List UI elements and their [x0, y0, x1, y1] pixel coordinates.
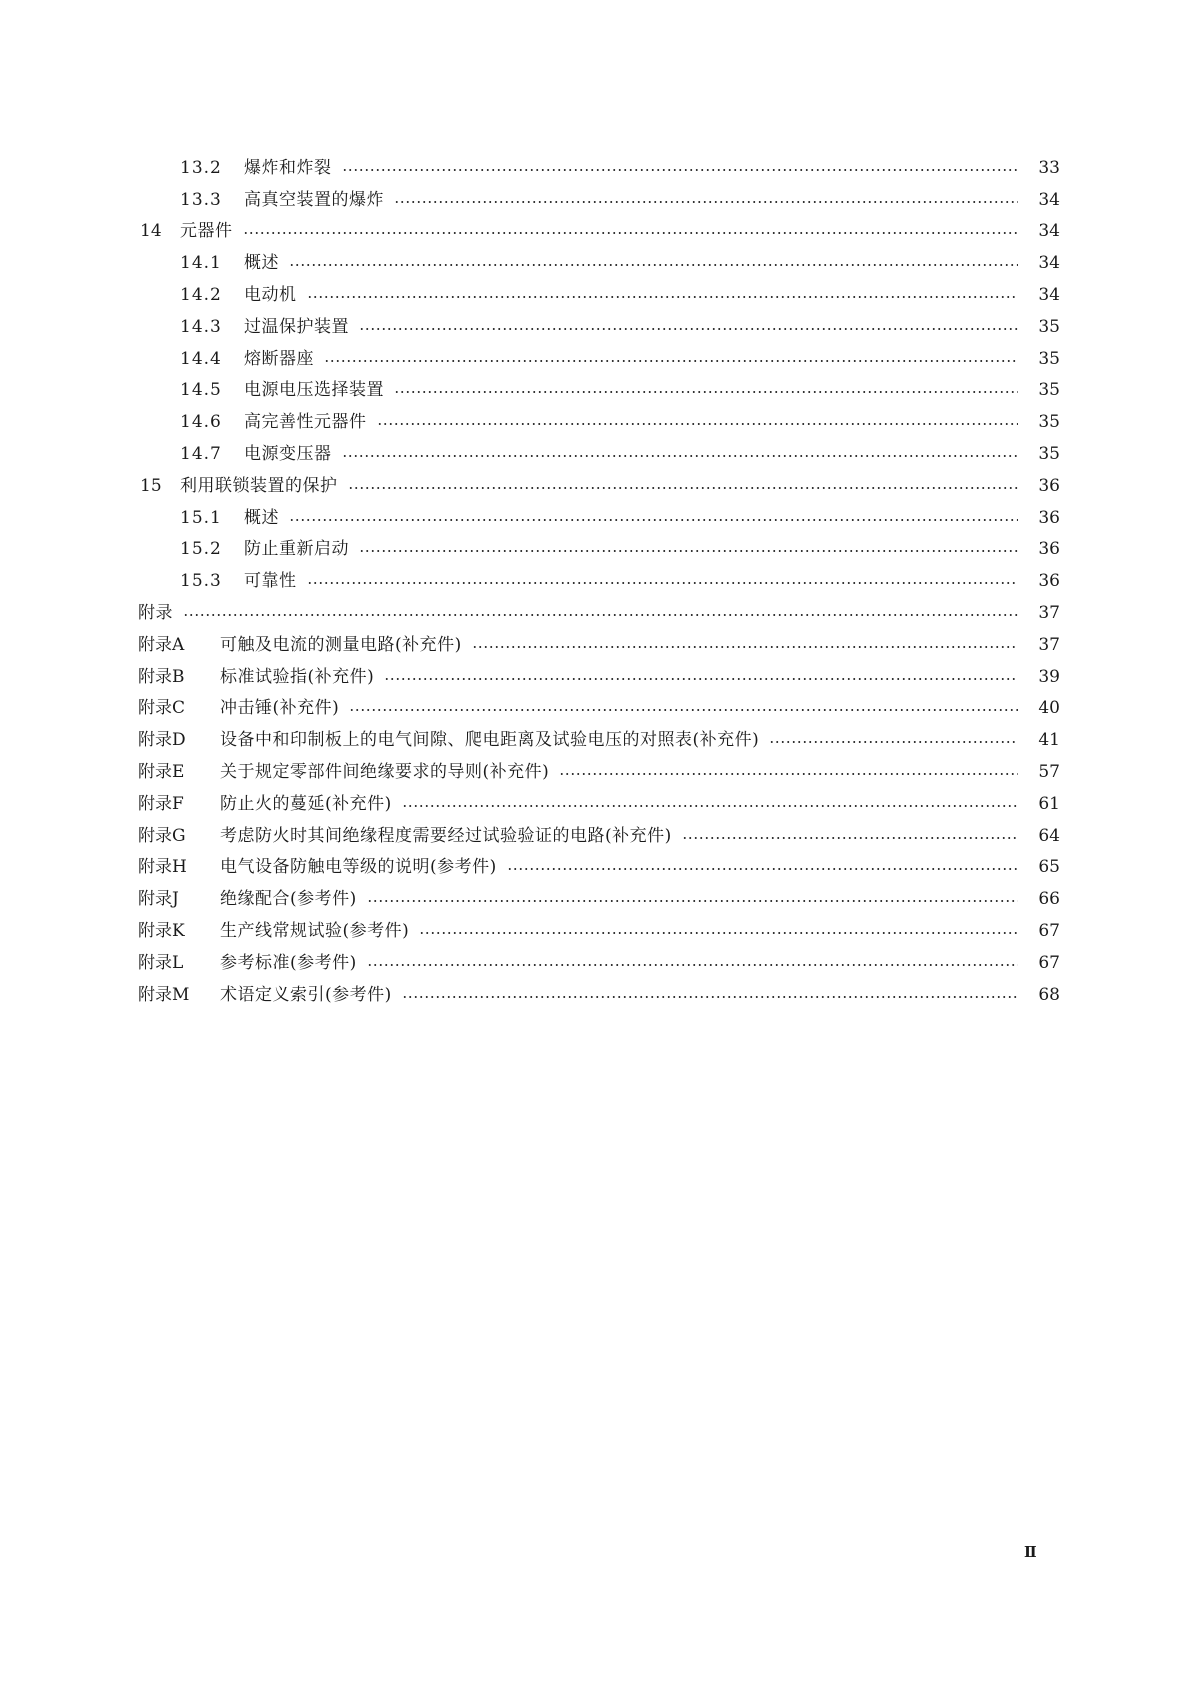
- toc-entry-page: 40: [1038, 698, 1060, 719]
- dot-leader: [359, 549, 1018, 553]
- toc-entry-page: 36: [1038, 475, 1060, 496]
- toc-entry-title: 生产线常规试验(参考件): [220, 921, 410, 942]
- toc-entry-number: 14.6: [180, 412, 222, 433]
- toc-entry[interactable]: [0, 629, 1191, 661]
- toc-entry-title: 电动机: [244, 285, 297, 306]
- toc-entry-page: 61: [1038, 793, 1060, 814]
- toc-entry-title: 考虑防火时其间绝缘程度需要经过试验验证的电路(补充件): [220, 825, 672, 846]
- dot-leader: [394, 200, 1018, 204]
- dot-leader: [682, 836, 1018, 840]
- page-number: Ⅱ: [1024, 1543, 1037, 1561]
- toc-entry[interactable]: [0, 406, 1191, 438]
- toc-entry-title: 爆炸和炸裂: [244, 157, 332, 178]
- toc-entry[interactable]: [0, 597, 1191, 629]
- toc-entry-number: 15.2: [180, 539, 222, 560]
- toc-entry[interactable]: [0, 438, 1191, 470]
- toc-entry-title: 术语定义索引(参考件): [220, 984, 392, 1005]
- toc-entry-title: 利用联锁装置的保护: [180, 475, 338, 496]
- toc-entry-number: 15.1: [180, 507, 222, 528]
- dot-leader: [359, 327, 1018, 331]
- toc-entry-page: 37: [1038, 603, 1060, 624]
- toc-entry-page: 33: [1038, 157, 1060, 178]
- toc-entry[interactable]: [0, 343, 1191, 375]
- toc-entry-page: 35: [1038, 380, 1060, 401]
- toc-entry-number: 附录C: [138, 698, 186, 719]
- toc-entry[interactable]: [0, 184, 1191, 216]
- toc-entry-number: 附录K: [138, 921, 185, 942]
- toc-entry-number: 14.3: [180, 316, 222, 337]
- toc-entry-page: 57: [1038, 762, 1060, 783]
- toc-entry-title: 附录: [138, 603, 173, 624]
- toc-entry-page: 66: [1038, 889, 1060, 910]
- toc-entry-title: 高完善性元器件: [244, 412, 367, 433]
- toc-entry-page: 67: [1038, 921, 1060, 942]
- toc-entry-page: 35: [1038, 348, 1060, 369]
- dot-leader: [402, 995, 1018, 999]
- dot-leader: [384, 677, 1018, 681]
- toc-entry-page: 34: [1038, 189, 1060, 210]
- toc-entry-title: 元器件: [180, 221, 233, 242]
- toc-entry-number: 附录E: [138, 762, 185, 783]
- toc-entry[interactable]: [0, 565, 1191, 597]
- toc-entry-title: 标准试验指(补充件): [220, 666, 375, 687]
- dot-leader: [377, 422, 1019, 426]
- toc-entry-page: 68: [1038, 984, 1060, 1005]
- toc-entry-page: 35: [1038, 412, 1060, 433]
- toc-entry-title: 电源变压器: [244, 444, 332, 465]
- dot-leader: [402, 804, 1018, 808]
- toc-entry-title: 防止火的蔓延(补充件): [220, 793, 392, 814]
- toc-entry[interactable]: [0, 756, 1191, 788]
- toc-entry[interactable]: [0, 502, 1191, 534]
- dot-leader: [289, 518, 1018, 522]
- toc-entry-page: 34: [1038, 253, 1060, 274]
- toc-entry-title: 可触及电流的测量电路(补充件): [220, 634, 462, 655]
- toc-entry-number: 附录D: [138, 730, 186, 751]
- dot-leader: [289, 263, 1018, 267]
- toc-entry-number: 14.4: [180, 348, 222, 369]
- toc-entry-page: 35: [1038, 316, 1060, 337]
- dot-leader: [507, 867, 1018, 871]
- toc-entry-number: 附录A: [138, 634, 185, 655]
- dot-leader: [307, 581, 1019, 585]
- toc-entry-number: 14.1: [180, 253, 222, 274]
- toc-entry[interactable]: [0, 979, 1191, 1011]
- toc-entry[interactable]: [0, 279, 1191, 311]
- toc-entry[interactable]: [0, 247, 1191, 279]
- toc-entry-number: 14: [140, 221, 162, 242]
- toc-entry[interactable]: [0, 693, 1191, 725]
- dot-leader: [559, 772, 1018, 776]
- toc-entry-title: 设备中和印制板上的电气间隙、爬电距离及试验电压的对照表(补充件): [220, 730, 760, 751]
- toc-entry-number: 15: [140, 475, 162, 496]
- toc-entry[interactable]: [0, 788, 1191, 820]
- toc-entry-title: 参考标准(参考件): [220, 952, 357, 973]
- dot-leader: [348, 486, 1019, 490]
- toc-entry[interactable]: [0, 152, 1191, 184]
- toc-entry-number: 附录M: [138, 984, 190, 1005]
- toc-entry-number: 13.2: [180, 157, 222, 178]
- toc-entry[interactable]: [0, 216, 1191, 248]
- toc-entry-page: 34: [1038, 221, 1060, 242]
- toc-entry-title: 关于规定零部件间绝缘要求的导则(补充件): [220, 762, 550, 783]
- dot-leader: [394, 390, 1018, 394]
- toc-entry-page: 64: [1038, 825, 1060, 846]
- toc-entry[interactable]: [0, 724, 1191, 756]
- toc-entry-number: 附录F: [138, 793, 184, 814]
- toc-entry-page: 39: [1038, 666, 1060, 687]
- toc-entry-number: 15.3: [180, 571, 222, 592]
- toc-entry-title: 可靠性: [244, 571, 297, 592]
- toc-entry-page: 37: [1038, 634, 1060, 655]
- toc-entry-page: 67: [1038, 952, 1060, 973]
- toc-entry-title: 过温保护装置: [244, 316, 349, 337]
- toc-entry[interactable]: [0, 883, 1191, 915]
- toc-entry-number: 14.2: [180, 285, 222, 306]
- dot-leader: [342, 454, 1019, 458]
- dot-leader: [183, 613, 1018, 617]
- toc-entry-page: 35: [1038, 444, 1060, 465]
- toc-entry-number: 附录H: [138, 857, 187, 878]
- dot-leader: [472, 645, 1018, 649]
- toc-entry-title: 熔断器座: [244, 348, 314, 369]
- toc-entry-number: 14.7: [180, 444, 222, 465]
- toc-entry[interactable]: [0, 661, 1191, 693]
- toc-entry[interactable]: [0, 852, 1191, 884]
- toc-entry-title: 电气设备防触电等级的说明(参考件): [220, 857, 497, 878]
- toc-entry[interactable]: [0, 820, 1191, 852]
- toc-entry-number: 附录J: [138, 889, 179, 910]
- toc-entry-page: 36: [1038, 507, 1060, 528]
- dot-leader: [243, 231, 1019, 235]
- toc-entry-number: 13.3: [180, 189, 222, 210]
- toc-entry-page: 65: [1038, 857, 1060, 878]
- toc-entry-page: 34: [1038, 285, 1060, 306]
- toc-entry-page: 36: [1038, 539, 1060, 560]
- dot-leader: [367, 899, 1018, 903]
- dot-leader: [419, 931, 1018, 935]
- toc-entry[interactable]: [0, 375, 1191, 407]
- toc-entry[interactable]: [0, 915, 1191, 947]
- toc-entry-page: 41: [1038, 730, 1060, 751]
- toc-entry-number: 附录L: [138, 952, 184, 973]
- toc-entry-title: 概述: [244, 507, 279, 528]
- toc-entry-title: 防止重新启动: [244, 539, 349, 560]
- dot-leader: [349, 708, 1018, 712]
- dot-leader: [367, 963, 1018, 967]
- toc-entry-number: 14.5: [180, 380, 222, 401]
- toc-entry-number: 附录G: [138, 825, 186, 846]
- dot-leader: [769, 740, 1018, 744]
- toc-entry-number: 附录B: [138, 666, 185, 687]
- toc-entry[interactable]: [0, 311, 1191, 343]
- toc-entry[interactable]: [0, 534, 1191, 566]
- toc-entry-title: 电源电压选择装置: [244, 380, 384, 401]
- toc-entry-title: 冲击锤(补充件): [220, 698, 340, 719]
- toc-entry-page: 36: [1038, 571, 1060, 592]
- table-of-contents: [0, 152, 1191, 1011]
- toc-entry-title: 绝缘配合(参考件): [220, 889, 357, 910]
- dot-leader: [324, 359, 1018, 363]
- toc-entry[interactable]: [0, 947, 1191, 979]
- dot-leader: [342, 168, 1019, 172]
- toc-entry-title: 概述: [244, 253, 279, 274]
- dot-leader: [307, 295, 1019, 299]
- toc-entry-title: 高真空装置的爆炸: [244, 189, 384, 210]
- toc-entry[interactable]: [0, 470, 1191, 502]
